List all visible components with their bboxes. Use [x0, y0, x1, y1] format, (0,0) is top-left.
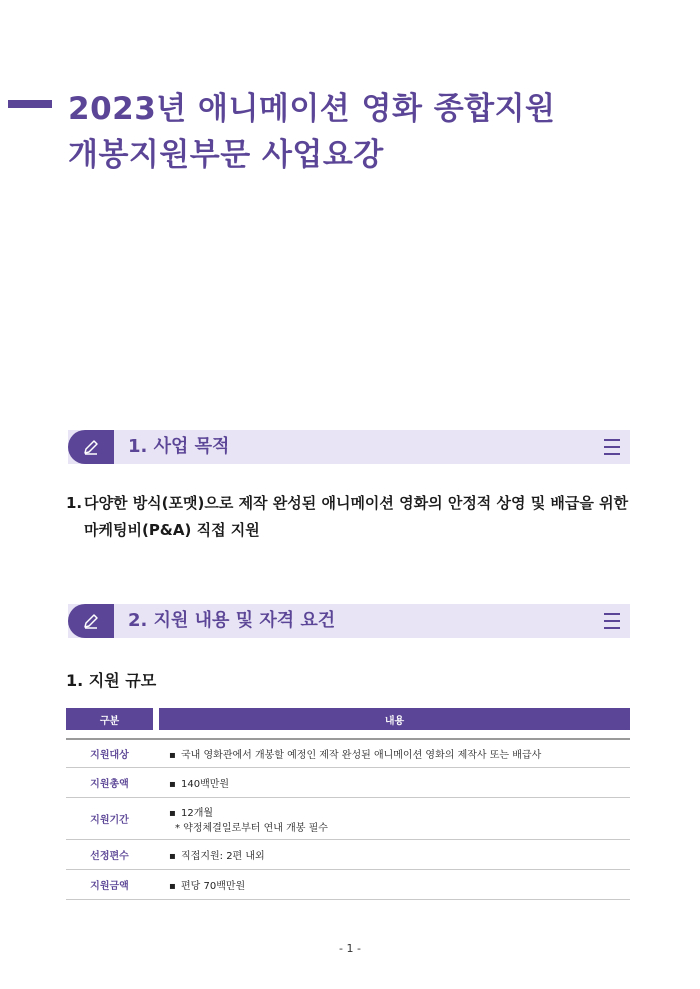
document-title — [68, 86, 556, 178]
title-accent-bar — [8, 100, 52, 108]
table-row — [66, 798, 630, 840]
section-title: 2. 지원 내용 및 자격 요건 — [128, 610, 336, 631]
section-header-support — [68, 604, 630, 638]
table-header-category: 구분 — [66, 708, 153, 730]
table-row — [66, 870, 630, 900]
section-title: 1. 사업 목적 — [128, 436, 230, 457]
purpose-item — [66, 490, 646, 544]
purpose-line-1: 다양한 방식(포맷)으로 제작 완성된 애니메이션 영화의 안정적 상영 및 배급을 위한 — [84, 494, 629, 512]
subsection-title: 1. 지원 규모 — [66, 671, 157, 690]
bullet-icon: ▪ — [169, 779, 176, 790]
page-number: - 1 - — [339, 942, 361, 955]
bullet-icon: ▪ — [169, 881, 176, 892]
table-row — [66, 840, 630, 870]
row-key: 선정편수 — [66, 840, 153, 870]
row-note: * 약정체결일로부터 연내 개봉 필수 — [175, 822, 328, 834]
title-line-2: 개봉지원부문 사업요강 — [68, 137, 384, 173]
section-header-purpose — [68, 430, 630, 464]
row-value: 12개월 — [181, 807, 214, 819]
support-scale-table — [66, 708, 630, 900]
pencil-icon — [68, 430, 114, 464]
row-value: 140백만원 — [181, 779, 230, 790]
row-key: 지원총액 — [66, 768, 153, 798]
purpose-line-2: 마케팅비(P&A) 직접 지원 — [84, 521, 260, 539]
table-row — [66, 768, 630, 798]
row-value: 편당 70백만원 — [181, 881, 246, 892]
row-value: 직접지원: 2편 내외 — [181, 851, 265, 862]
purpose-number: 1. — [66, 494, 83, 512]
bullet-icon: ▪ — [169, 750, 176, 761]
title-line-1: 2023년 애니메이션 영화 종합지원 — [68, 91, 556, 127]
row-key: 지원대상 — [66, 738, 153, 768]
row-key: 지원금액 — [66, 870, 153, 900]
menu-icon — [604, 613, 620, 629]
menu-icon — [604, 439, 620, 455]
row-value: 국내 영화관에서 개봉할 예정인 제작 완성된 애니메이션 영화의 제작사 또는 배급사 — [181, 750, 542, 761]
bullet-icon: ▪ — [169, 807, 176, 819]
row-key: 지원기간 — [66, 798, 153, 840]
pencil-icon — [68, 604, 114, 638]
bullet-icon: ▪ — [169, 851, 176, 862]
table-row — [66, 738, 630, 768]
table-header-content: 내용 — [159, 708, 630, 730]
